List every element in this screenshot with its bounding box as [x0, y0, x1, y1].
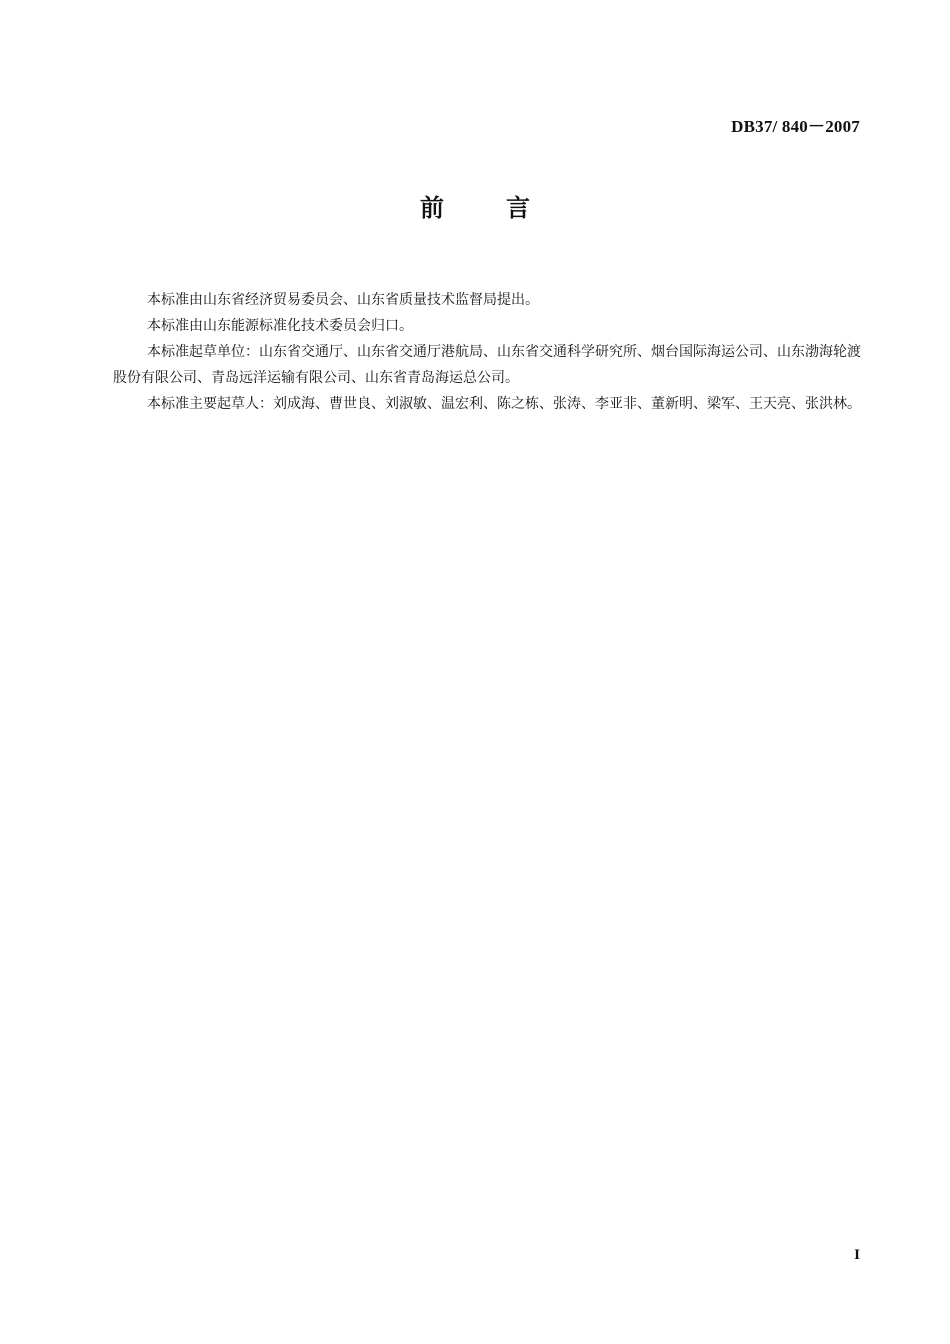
foreword-body: [113, 287, 861, 417]
paragraph-committee: 本标准由山东能源标准化技术委员会归口。: [147, 318, 413, 334]
page-title: 前言: [420, 194, 592, 222]
standard-code: DB37/ 840－2007: [731, 117, 860, 136]
paragraph-drafters: 本标准主要起草人：刘成海、曹世良、刘淑敏、温宏利、陈之栋、张涛、李亚非、董新明、梁军、王天亮、张洪林。: [147, 396, 861, 412]
paragraph-proposer: 本标准由山东省经济贸易委员会、山东省质量技术监督局提出。: [147, 292, 539, 308]
page-number: I: [854, 1247, 860, 1263]
paragraph-drafting-units: 本标准起草单位：山东省交通厅、山东省交通厅港航局、山东省交通科学研究所、烟台国际海运公司、山东渤海轮渡股份有限公司、青岛远洋运输有限公司、山东省青岛海运总公司。: [113, 344, 861, 386]
